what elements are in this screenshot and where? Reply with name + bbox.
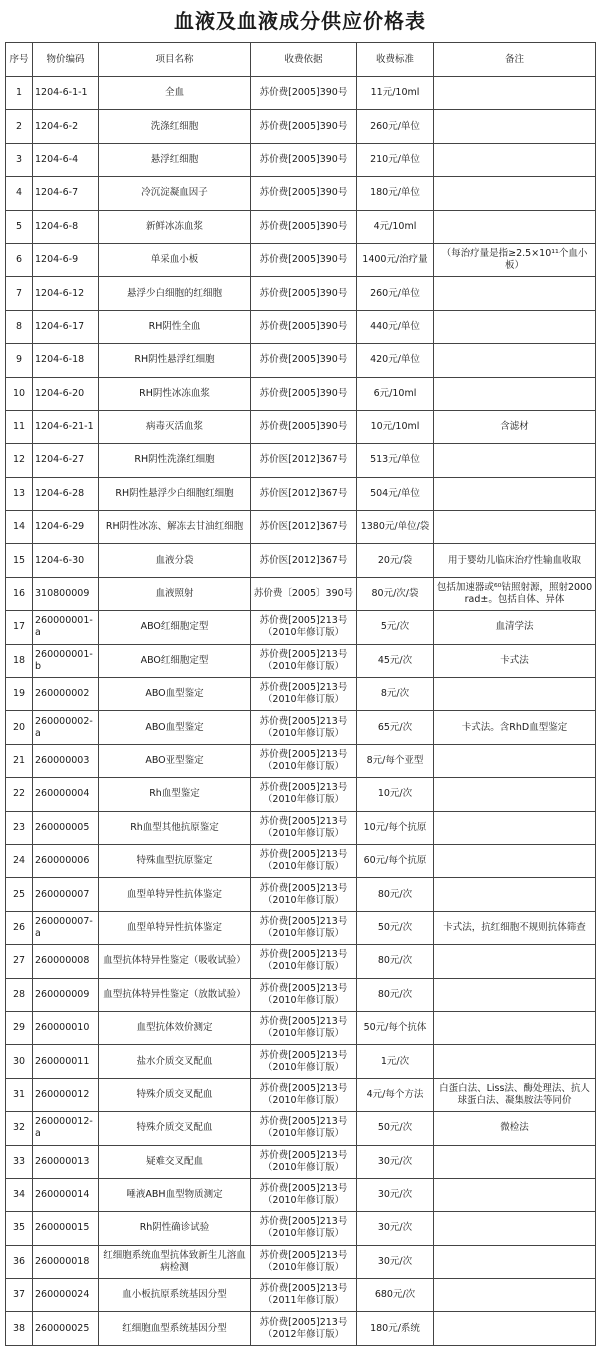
cell-item-name: ABO红细胞定型 [99, 644, 251, 677]
cell-item-name: RH阴性悬浮少白细胞红细胞 [99, 477, 251, 510]
cell-remark: 白蛋白法、Liss法、酶处理法、抗人球蛋白法、凝集胺法等同价 [434, 1078, 596, 1111]
cell-index: 1 [6, 77, 33, 110]
cell-basis: 苏价费[2005]213号（2010年修订版） [251, 1011, 357, 1044]
cell-code: 1204-6-7 [33, 177, 99, 210]
cell-item-name: Rh血型其他抗原鉴定 [99, 811, 251, 844]
cell-remark: （每治疗量是指≥2.5×10¹¹个血小板） [434, 243, 596, 276]
cell-item-name: ABO红细胞定型 [99, 611, 251, 644]
cell-code: 1204-6-20 [33, 377, 99, 410]
cell-basis: 苏价费[2005]213号（2010年修订版） [251, 744, 357, 777]
header-standard: 收费标准 [357, 43, 434, 77]
cell-code: 260000024 [33, 1279, 99, 1312]
cell-standard: 80元/次 [357, 978, 434, 1011]
cell-item-name: 红细胞血型系统基因分型 [99, 1312, 251, 1345]
cell-index: 10 [6, 377, 33, 410]
header-remark: 备注 [434, 43, 596, 77]
cell-item-name: 全血 [99, 77, 251, 110]
table-row [6, 310, 596, 343]
cell-remark [434, 1045, 596, 1078]
cell-remark: 用于婴幼儿临床治疗性输血收取 [434, 544, 596, 577]
cell-index: 23 [6, 811, 33, 844]
cell-item-name: 血液分袋 [99, 544, 251, 577]
cell-basis: 苏价医[2012]367号 [251, 477, 357, 510]
cell-code: 260000002-a [33, 711, 99, 744]
cell-item-name: RH阴性冰冻、解冻去甘油红细胞 [99, 511, 251, 544]
cell-standard: 5元/次 [357, 611, 434, 644]
cell-remark: 含滤材 [434, 410, 596, 443]
table-row [6, 477, 596, 510]
cell-standard: 30元/次 [357, 1178, 434, 1211]
cell-code: 1204-6-29 [33, 511, 99, 544]
cell-code: 260000009 [33, 978, 99, 1011]
cell-basis: 苏价费[2005]213号（2010年修订版） [251, 1212, 357, 1245]
cell-remark [434, 210, 596, 243]
cell-code: 1204-6-21-1 [33, 410, 99, 443]
cell-remark [434, 945, 596, 978]
table-row [6, 611, 596, 644]
cell-index: 35 [6, 1212, 33, 1245]
cell-standard: 180元/单位 [357, 177, 434, 210]
table-row [6, 544, 596, 577]
price-table [5, 42, 596, 1346]
cell-standard: 504元/单位 [357, 477, 434, 510]
cell-standard: 50元/次 [357, 911, 434, 944]
cell-item-name: 血型抗体效价测定 [99, 1011, 251, 1044]
cell-code: 260000001-b [33, 644, 99, 677]
cell-remark: 卡式法 [434, 644, 596, 677]
table-row [6, 711, 596, 744]
cell-standard: 10元/10ml [357, 410, 434, 443]
cell-standard: 1元/次 [357, 1045, 434, 1078]
table-row [6, 844, 596, 877]
table-row [6, 577, 596, 610]
cell-remark [434, 844, 596, 877]
cell-basis: 苏价费[2005]213号（2010年修订版） [251, 878, 357, 911]
cell-standard: 45元/次 [357, 644, 434, 677]
cell-code: 1204-6-30 [33, 544, 99, 577]
cell-standard: 20元/袋 [357, 544, 434, 577]
cell-remark [434, 1312, 596, 1345]
table-row [6, 511, 596, 544]
cell-index: 36 [6, 1245, 33, 1278]
cell-code: 260000015 [33, 1212, 99, 1245]
cell-index: 38 [6, 1312, 33, 1345]
cell-index: 12 [6, 444, 33, 477]
cell-basis: 苏价费[2005]390号 [251, 243, 357, 276]
cell-item-name: 血型抗体特异性鉴定（吸收试验） [99, 945, 251, 978]
cell-index: 4 [6, 177, 33, 210]
cell-index: 30 [6, 1045, 33, 1078]
table-row [6, 1312, 596, 1345]
cell-item-name: 血型抗体特异性鉴定（放散试验） [99, 978, 251, 1011]
cell-item-name: 红细胞系统血型抗体致新生儿溶血病检测 [99, 1245, 251, 1278]
cell-code: 1204-6-17 [33, 310, 99, 343]
cell-basis: 苏价费[2005]213号（2010年修订版） [251, 1245, 357, 1278]
cell-standard: 30元/次 [357, 1212, 434, 1245]
cell-basis: 苏价医[2012]367号 [251, 444, 357, 477]
table-row [6, 778, 596, 811]
cell-code: 260000006 [33, 844, 99, 877]
cell-basis: 苏价费[2005]213号（2010年修订版） [251, 1178, 357, 1211]
table-row [6, 444, 596, 477]
cell-code: 1204-6-4 [33, 143, 99, 176]
table-row [6, 177, 596, 210]
cell-basis: 苏价费[2005]213号（2010年修订版） [251, 778, 357, 811]
cell-code: 260000001-a [33, 611, 99, 644]
table-row [6, 110, 596, 143]
cell-basis: 苏价费[2005]390号 [251, 177, 357, 210]
cell-code: 1204-6-18 [33, 344, 99, 377]
cell-index: 27 [6, 945, 33, 978]
cell-code: 1204-6-8 [33, 210, 99, 243]
table-row [6, 878, 596, 911]
cell-remark [434, 511, 596, 544]
cell-index: 3 [6, 143, 33, 176]
cell-remark [434, 310, 596, 343]
cell-item-name: 盐水介质交叉配血 [99, 1045, 251, 1078]
cell-remark [434, 744, 596, 777]
cell-remark [434, 811, 596, 844]
cell-index: 31 [6, 1078, 33, 1111]
cell-index: 16 [6, 577, 33, 610]
cell-standard: 80元/次 [357, 945, 434, 978]
cell-code: 1204-6-1-1 [33, 77, 99, 110]
table-row [6, 678, 596, 711]
cell-basis: 苏价费[2005]390号 [251, 110, 357, 143]
cell-code: 260000010 [33, 1011, 99, 1044]
cell-remark [434, 143, 596, 176]
cell-item-name: 单采血小板 [99, 243, 251, 276]
cell-basis: 苏价费[2005]390号 [251, 77, 357, 110]
cell-standard: 8元/每个亚型 [357, 744, 434, 777]
cell-code: 1204-6-28 [33, 477, 99, 510]
cell-remark: 卡式法。含RhD血型鉴定 [434, 711, 596, 744]
cell-index: 17 [6, 611, 33, 644]
cell-remark [434, 444, 596, 477]
cell-standard: 513元/单位 [357, 444, 434, 477]
cell-remark [434, 177, 596, 210]
cell-code: 260000007-a [33, 911, 99, 944]
cell-item-name: Rh血型鉴定 [99, 778, 251, 811]
cell-code: 260000002 [33, 678, 99, 711]
cell-remark: 卡式法，抗红细胞不规则抗体筛查 [434, 911, 596, 944]
cell-item-name: Rh阴性确诊试验 [99, 1212, 251, 1245]
cell-standard: 260元/单位 [357, 277, 434, 310]
cell-basis: 苏价费[2005]390号 [251, 277, 357, 310]
cell-index: 2 [6, 110, 33, 143]
cell-basis: 苏价医[2012]367号 [251, 544, 357, 577]
cell-remark [434, 978, 596, 1011]
cell-index: 26 [6, 911, 33, 944]
cell-basis: 苏价费[2005]213号（2010年修订版） [251, 945, 357, 978]
cell-basis: 苏价费[2005]213号（2010年修订版） [251, 678, 357, 711]
header-basis: 收费依据 [251, 43, 357, 77]
cell-index: 28 [6, 978, 33, 1011]
cell-item-name: RH阴性悬浮红细胞 [99, 344, 251, 377]
table-row [6, 644, 596, 677]
cell-remark [434, 1245, 596, 1278]
cell-index: 6 [6, 243, 33, 276]
cell-item-name: 特殊血型抗原鉴定 [99, 844, 251, 877]
cell-item-name: 悬浮红细胞 [99, 143, 251, 176]
cell-standard: 65元/次 [357, 711, 434, 744]
header-item-name: 项目名称 [99, 43, 251, 77]
cell-standard: 80元/次 [357, 878, 434, 911]
cell-index: 5 [6, 210, 33, 243]
cell-code: 260000011 [33, 1045, 99, 1078]
cell-remark: 微检法 [434, 1112, 596, 1145]
cell-basis: 苏价费[2005]213号（2010年修订版） [251, 978, 357, 1011]
table-row [6, 1011, 596, 1044]
table-row [6, 1245, 596, 1278]
cell-index: 25 [6, 878, 33, 911]
header-index: 序号 [6, 43, 33, 77]
table-row [6, 1112, 596, 1145]
cell-standard: 10元/每个抗原 [357, 811, 434, 844]
table-row [6, 978, 596, 1011]
table-row [6, 1212, 596, 1245]
cell-remark [434, 1212, 596, 1245]
cell-item-name: RH阴性全血 [99, 310, 251, 343]
cell-remark [434, 1145, 596, 1178]
cell-basis: 苏价费[2005]390号 [251, 143, 357, 176]
cell-code: 260000013 [33, 1145, 99, 1178]
cell-code: 260000005 [33, 811, 99, 844]
cell-remark [434, 1178, 596, 1211]
header-code: 物价编码 [33, 43, 99, 77]
cell-index: 20 [6, 711, 33, 744]
cell-remark [434, 344, 596, 377]
cell-standard: 50元/每个抗体 [357, 1011, 434, 1044]
page-title: 血液及血液成分供应价格表 [174, 9, 426, 33]
table-row [6, 210, 596, 243]
cell-basis: 苏价医[2012]367号 [251, 511, 357, 544]
cell-standard: 30元/次 [357, 1145, 434, 1178]
cell-code: 260000004 [33, 778, 99, 811]
table-row [6, 1178, 596, 1211]
cell-item-name: 血型单特异性抗体鉴定 [99, 911, 251, 944]
cell-item-name: 唾液ABH血型物质测定 [99, 1178, 251, 1211]
table-row [6, 410, 596, 443]
cell-code: 260000008 [33, 945, 99, 978]
cell-standard: 10元/次 [357, 778, 434, 811]
cell-code: 1204-6-2 [33, 110, 99, 143]
cell-item-name: 悬浮少白细胞的红细胞 [99, 277, 251, 310]
cell-item-name: 病毒灭活血浆 [99, 410, 251, 443]
cell-index: 19 [6, 678, 33, 711]
cell-index: 14 [6, 511, 33, 544]
cell-standard: 4元/10ml [357, 210, 434, 243]
cell-remark [434, 878, 596, 911]
table-row [6, 1279, 596, 1312]
cell-index: 37 [6, 1279, 33, 1312]
cell-remark [434, 377, 596, 410]
cell-item-name: 血液照射 [99, 577, 251, 610]
cell-basis: 苏价费[2005]213号（2010年修订版） [251, 844, 357, 877]
cell-standard: 1380元/单位/袋 [357, 511, 434, 544]
cell-item-name: 新鲜冰冻血浆 [99, 210, 251, 243]
cell-code: 260000012 [33, 1078, 99, 1111]
cell-item-name: ABO亚型鉴定 [99, 744, 251, 777]
cell-item-name: 特殊介质交叉配血 [99, 1078, 251, 1111]
cell-basis: 苏价费[2005]213号（2010年修订版） [251, 711, 357, 744]
cell-basis: 苏价费[2005]213号（2010年修订版） [251, 644, 357, 677]
cell-standard: 1400元/治疗量 [357, 243, 434, 276]
cell-index: 13 [6, 477, 33, 510]
cell-code: 260000012-a [33, 1112, 99, 1145]
cell-remark [434, 1279, 596, 1312]
cell-standard: 80元/次/袋 [357, 577, 434, 610]
table-row [6, 744, 596, 777]
table-row [6, 945, 596, 978]
cell-standard: 6元/10ml [357, 377, 434, 410]
cell-standard: 420元/单位 [357, 344, 434, 377]
cell-basis: 苏价费[2005]213号（2010年修订版） [251, 911, 357, 944]
cell-basis: 苏价费[2005]390号 [251, 410, 357, 443]
table-row [6, 243, 596, 276]
cell-remark [434, 77, 596, 110]
cell-code: 260000018 [33, 1245, 99, 1278]
cell-remark: 血清学法 [434, 611, 596, 644]
cell-item-name: RH阴性洗涤红细胞 [99, 444, 251, 477]
cell-item-name: RH阴性冰冻血浆 [99, 377, 251, 410]
cell-code: 1204-6-27 [33, 444, 99, 477]
cell-standard: 260元/单位 [357, 110, 434, 143]
cell-standard: 680元/次 [357, 1279, 434, 1312]
table-row [6, 344, 596, 377]
cell-basis: 苏价费[2005]390号 [251, 310, 357, 343]
cell-item-name: ABO血型鉴定 [99, 678, 251, 711]
cell-item-name: 洗涤红细胞 [99, 110, 251, 143]
cell-remark [434, 778, 596, 811]
cell-code: 310800009 [33, 577, 99, 610]
cell-index: 15 [6, 544, 33, 577]
cell-index: 9 [6, 344, 33, 377]
table-row [6, 811, 596, 844]
table-row [6, 277, 596, 310]
cell-index: 7 [6, 277, 33, 310]
cell-item-name: 疑难交叉配血 [99, 1145, 251, 1178]
cell-basis: 苏价费[2005]213号（2010年修订版） [251, 811, 357, 844]
cell-standard: 11元/10ml [357, 77, 434, 110]
cell-basis: 苏价费〔2005〕390号 [251, 577, 357, 610]
cell-index: 32 [6, 1112, 33, 1145]
table-row [6, 1045, 596, 1078]
cell-index: 22 [6, 778, 33, 811]
cell-code: 260000025 [33, 1312, 99, 1345]
table-row [6, 1145, 596, 1178]
cell-remark [434, 678, 596, 711]
cell-standard: 8元/次 [357, 678, 434, 711]
cell-index: 8 [6, 310, 33, 343]
cell-item-name: 冷沉淀凝血因子 [99, 177, 251, 210]
cell-index: 29 [6, 1011, 33, 1044]
cell-index: 11 [6, 410, 33, 443]
cell-basis: 苏价费[2005]213号（2011年修订版） [251, 1279, 357, 1312]
cell-basis: 苏价费[2005]390号 [251, 210, 357, 243]
cell-basis: 苏价费[2005]390号 [251, 377, 357, 410]
cell-code: 260000003 [33, 744, 99, 777]
cell-basis: 苏价费[2005]213号（2010年修订版） [251, 1145, 357, 1178]
cell-code: 260000007 [33, 878, 99, 911]
table-header-row [6, 43, 596, 77]
cell-remark [434, 277, 596, 310]
cell-remark [434, 110, 596, 143]
cell-code: 1204-6-9 [33, 243, 99, 276]
cell-remark: 包括加速器或⁶⁰钴照射源，照射2000rad±。包括自体、异体 [434, 577, 596, 610]
cell-standard: 60元/每个抗原 [357, 844, 434, 877]
cell-code: 260000014 [33, 1178, 99, 1211]
cell-standard: 440元/单位 [357, 310, 434, 343]
cell-standard: 50元/次 [357, 1112, 434, 1145]
cell-standard: 4元/每个方法 [357, 1078, 434, 1111]
table-row [6, 1078, 596, 1111]
cell-index: 18 [6, 644, 33, 677]
cell-standard: 30元/次 [357, 1245, 434, 1278]
cell-standard: 180元/系统 [357, 1312, 434, 1345]
cell-code: 1204-6-12 [33, 277, 99, 310]
cell-basis: 苏价费[2005]213号（2010年修订版） [251, 1112, 357, 1145]
cell-basis: 苏价费[2005]213号（2010年修订版） [251, 1045, 357, 1078]
cell-remark [434, 1011, 596, 1044]
cell-index: 21 [6, 744, 33, 777]
cell-basis: 苏价费[2005]213号（2010年修订版） [251, 1078, 357, 1111]
table-row [6, 911, 596, 944]
table-row [6, 143, 596, 176]
cell-index: 34 [6, 1178, 33, 1211]
cell-remark [434, 477, 596, 510]
cell-standard: 210元/单位 [357, 143, 434, 176]
cell-index: 24 [6, 844, 33, 877]
cell-item-name: 特殊介质交叉配血 [99, 1112, 251, 1145]
cell-item-name: 血小板抗原系统基因分型 [99, 1279, 251, 1312]
table-row [6, 77, 596, 110]
cell-basis: 苏价费[2005]390号 [251, 344, 357, 377]
cell-item-name: 血型单特异性抗体鉴定 [99, 878, 251, 911]
cell-index: 33 [6, 1145, 33, 1178]
cell-item-name: ABO血型鉴定 [99, 711, 251, 744]
table-row [6, 377, 596, 410]
cell-basis: 苏价费[2005]213号（2010年修订版） [251, 611, 357, 644]
cell-basis: 苏价费[2005]213号（2012年修订版） [251, 1312, 357, 1345]
